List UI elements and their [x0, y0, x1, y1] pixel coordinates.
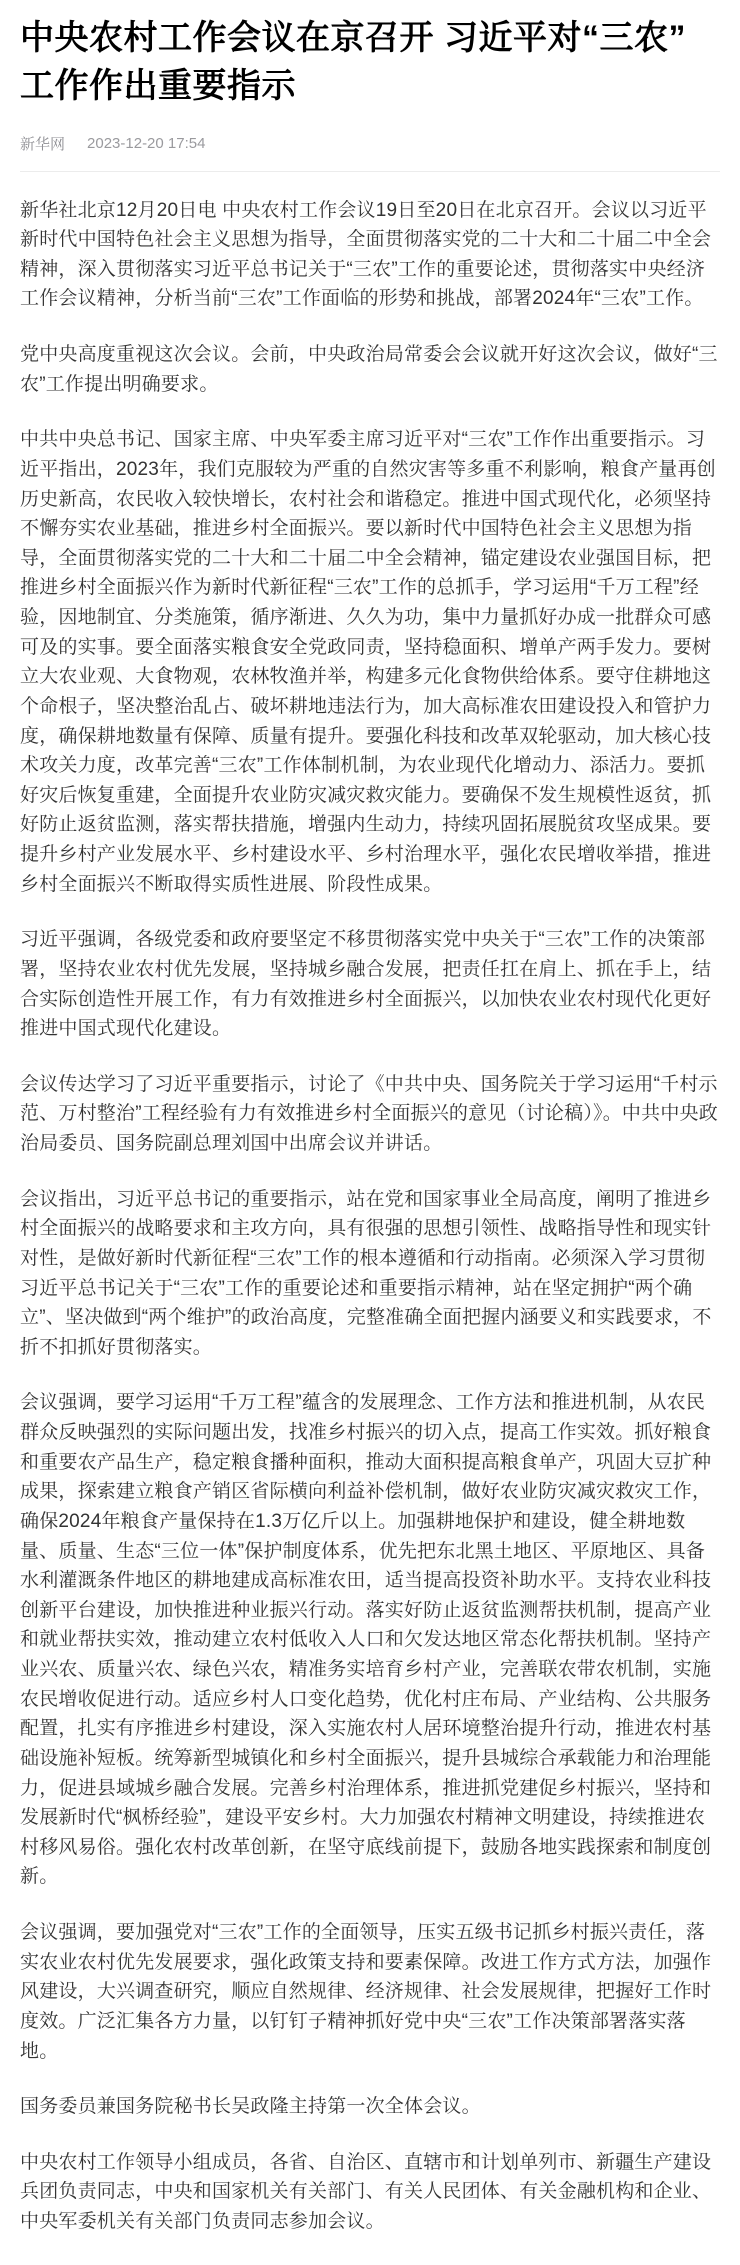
publish-timestamp: 2023-12-20 17:54: [87, 134, 206, 152]
paragraph: 中央农村工作领导小组成员，各省、自治区、直辖市和计划单列市、新疆生产建设兵团负责同志，中央和国家机关有关部门、有关人民团体、有关金融机构和企业、中央军委机关有关部门负责同志参加会议。: [20, 2151, 712, 2233]
source-name: 新华网: [20, 135, 66, 153]
article-title: 中央农村工作会议在京召开 习近平对“三农”工作作出重要指示: [20, 19, 686, 106]
paragraph: 会议指出，习近平总书记的重要指示，站在党和国家事业全局高度，阐明了推进乡村全面振兴的战略要求和主攻方向，具有很强的思想引领性、战略指导性和现实针对性，是做好新时代新征程“三农”工作的根本遵循和行动指南。必须深入学习贯彻习近平总书记关于“三农”工作的重要论述和重要指示精神，站在坚定拥护“两个确立”、坚决做到“两个维护”的政治高度，完整准确全面把握内涵要义和实践要求，不折不扣抓好贯彻落实。: [20, 1188, 712, 1358]
paragraph: 新华社北京12月20日电 中央农村工作会议19日至20日在北京召开。会议以习近平新时代中国特色社会主义思想为指导，全面贯彻落实党的二十大和二十届二中全会精神，深入贯彻落实习近平总书记关于“三农”工作的重要论述，贯彻落实中央经济工作会议精神，分析当前“三农”工作面临的形势和挑战，部署2024年“三农”工作。: [20, 199, 712, 310]
byline-divider: [20, 171, 720, 172]
paragraph: 国务委员兼国务院秘书长吴政隆主持第一次全体会议。: [20, 2096, 481, 2118]
article-body: [20, 196, 720, 2237]
paragraph: 会议传达学习了习近平重要指示，讨论了《中共中央、国务院关于学习运用“千村示范、万村整治”工程经验有力有效推进乡村全面振兴的意见（讨论稿）》。中共中央政治局委员、国务院副总理刘国中出席会议并讲话。: [20, 1073, 718, 1155]
paragraph: 习近平强调，各级党委和政府要坚定不移贯彻落实党中央关于“三农”工作的决策部署，坚持农业农村优先发展，坚持城乡融合发展，把责任扛在肩上、抓在手上，结合实际创造性开展工作，有力有效推进乡村全面振兴，以加快农业农村现代化更好推进中国式现代化建设。: [20, 929, 712, 1040]
paragraph: 党中央高度重视这次会议。会前，中央政治局常委会会议就开好这次会议，做好“三农”工作提出明确要求。: [20, 344, 718, 395]
paragraph: 会议强调，要学习运用“千万工程”蕴含的发展理念、工作方法和推进机制，从农民群众反映强烈的实际问题出发，找准乡村振兴的切入点，提高工作实效。抓好粮食和重要农产品生产，稳定粮食播种面积，推动大面积提高粮食单产，巩固大豆扩种成果，探索建立粮食产销区省际横向利益补偿机制，做好农业防灾减灾救灾工作，确保2024年粮食产量保持在1.3万亿斤以上。加强耕地保护和建设，健全耕地数量、质量、生态“三位一体”保护制度体系，优先把东北黑土地区、平原地区、具备水利灌溉条件地区的耕地建成高标准农田，适当提高投资补助水平。支持农业科技创新平台建设，加快推进种业振兴行动。落实好防止返贫监测帮扶机制，提高产业和就业帮扶实效，推动建立农村低收入人口和欠发达地区常态化帮扶机制。坚持产业兴农、质量兴农、绿色兴农，精准务实培育乡村产业，完善联农带农机制，实施农民增收促进行动。适应乡村人口变化趋势，优化村庄布局、产业结构、公共服务配置，扎实有序推进乡村建设，深入实施农村人居环境整治提升行动，推进农村基础设施补短板。统筹新型城镇化和乡村全面振兴，提升县城综合承载能力和治理能力，促进县域城乡融合发展。完善乡村治理体系，推进抓党建促乡村振兴，坚持和发展新时代“枫桥经验”，建设平安乡村。大力加强农村精神文明建设，持续推进农村移风易俗。强化农村改革创新，在坚守底线前提下，鼓励各地实践探索和制度创新。: [20, 1392, 712, 1888]
paragraph: 会议强调，要加强党对“三农”工作的全面领导，压实五级书记抓乡村振兴责任，落实农业农村优先发展要求，强化政策支持和要素保障。改进工作方式方法，加强作风建设，大兴调查研究，顺应自然规律、经济规律、社会发展规律，把握好工作时度效。广泛汇集各方力量，以钉钉子精神抓好党中央“三农”工作决策部署落实落地。: [20, 1922, 712, 2062]
paragraph: 中共中央总书记、国家主席、中央军委主席习近平对“三农”工作作出重要指示。习近平指出，2023年，我们克服较为严重的自然灾害等多重不利影响，粮食产量再创历史新高，农民收入较快增长，农村社会和谐稳定。推进中国式现代化，必须坚持不懈夯实农业基础，推进乡村全面振兴。要以新时代中国特色社会主义思想为指导，全面贯彻落实党的二十大和二十届二中全会精神，锚定建设农业强国目标，把推进乡村全面振兴作为新时代新征程“三农”工作的总抓手，学习运用“千万工程”经验，因地制宜、分类施策，循序渐进、久久为功，集中力量抓好办成一批群众可感可及的实事。要全面落实粮食安全党政同责，坚持稳面积、增单产两手发力。要树立大农业观、大食物观，农林牧渔并举，构建多元化食物供给体系。要守住耕地这个命根子，坚决整治乱占、破坏耕地违法行为，加大高标准农田建设投入和管护力度，确保耕地数量有保障、质量有提升。要强化科技和改革双轮驱动，加大核心技术攻关力度，改革完善“三农”工作体制机制，为农业现代化增动力、添活力。要抓好灾后恢复重建，全面提升农业防灾减灾救灾能力。要确保不发生规模性返贫，抓好防止返贫监测，落实帮扶措施，增强内生动力，持续巩固拓展脱贫攻坚成果。要提升乡村产业发展水平、乡村建设水平、乡村治理水平，强化农民增收举措，推进乡村全面振兴不断取得实质性进展、阶段性成果。: [20, 429, 716, 895]
byline: [20, 133, 720, 154]
